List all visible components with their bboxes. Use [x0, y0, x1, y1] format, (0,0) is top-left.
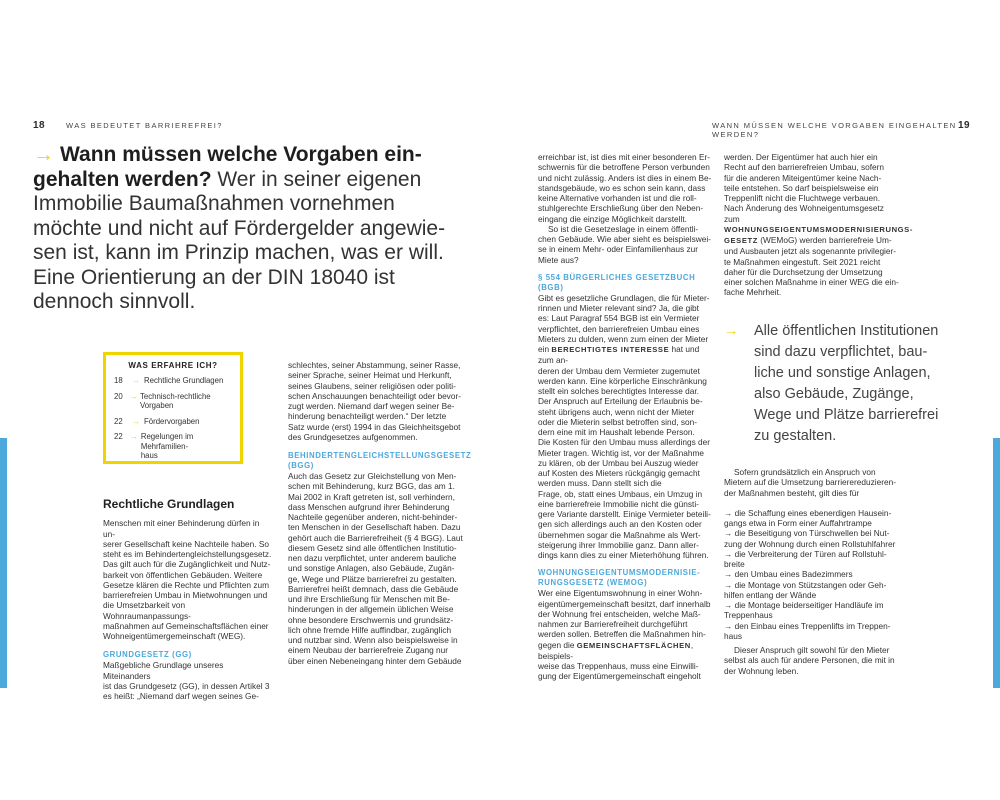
arrow-icon: →	[132, 416, 140, 426]
text-line: ohne besondere Erschwernis und grundsätz-	[288, 614, 454, 625]
text-line: schwernis für die betroffene Person verbunden	[538, 162, 710, 173]
text-line: hinderung benachteiligt werden.“ Der letzte	[288, 411, 447, 422]
text-line: diesem Gesetz sind alle öffentlichen Institutio-	[288, 542, 457, 553]
text-line: der Maßnahmen besteht, gilt dies für	[724, 487, 860, 498]
list-line: zung der Wohnung durch einen Rollstuhlfahrer	[724, 538, 896, 549]
bold-term: WOHNUNGSEIGENTUMSMODERNISIERUNGS-	[724, 224, 913, 234]
text-line: es: Laut Paragraf 554 BGB ist ein Vermieter	[538, 313, 700, 324]
column-1	[103, 499, 273, 701]
intro-text: Wer in seiner eigenen	[211, 167, 422, 191]
text-line: Mietern auf die Umsetzung barrierereduzieren-	[724, 477, 897, 488]
left-running-head: WAS BEDEUTET BARRIEREFREI?	[66, 121, 223, 130]
text-line: übernehmen sogar die Maßnahme als Wert-	[538, 529, 701, 540]
intro-line: Eine Orientierung an der DIN 18040 ist	[33, 265, 395, 289]
left-edge-bar	[0, 438, 7, 688]
text-line: Treppenlift nicht die Fluchtwege verbauen.	[724, 193, 881, 203]
text-line: Das gilt auch für die Zugänglichkeit und Nutz-	[103, 559, 271, 570]
toc-page: 22	[114, 432, 123, 441]
sub-heading: (BGG)	[288, 461, 314, 470]
text-line: Recht auf den barrierefreien Umbau, sofern	[724, 162, 885, 173]
text-line: rinnen und Mieter relevant sind? Ja, die gibt	[538, 303, 699, 313]
text-line: schen Anschauungen benachteiligt oder bevor-	[288, 390, 461, 401]
toc-box	[103, 352, 243, 464]
bold-term: GESETZ	[724, 236, 758, 245]
text-line: und nutzbar sind. Wenn also beispielsweise in	[288, 635, 458, 645]
list-line: → die Beseitigung von Türschwellen bei Nut-	[724, 528, 890, 539]
intro-title-line2: gehalten werden?	[33, 167, 212, 191]
text-line: Miete aus?	[538, 254, 579, 265]
text-line: zugt werden. Niemand darf wegen seiner Be-	[288, 401, 455, 411]
sub-heading: WOHNUNGSEIGENTUMSMODERNISIE-	[538, 568, 701, 578]
intro-title-line1: Wann müssen welche Vorgaben ein-	[60, 143, 422, 166]
text-line: gere Variante darstellt. Einige Vermieter beteili-	[538, 509, 711, 519]
text-line: weise das Treppenhaus, muss eine Einwilli-	[538, 661, 699, 671]
text-line: Auch das Gesetz zur Gleichstellung von Men-	[288, 471, 457, 481]
text-line: GESETZ (WEMoG) werden barrierefreie Um-	[724, 235, 892, 245]
quote-line: liche und sonstige Anlagen,	[754, 365, 931, 381]
text-line: Frage, ob, statt eines Umbaus, ein Umzug in	[538, 488, 703, 499]
text-line: Die Kosten für den Umbau muss allerdings der	[538, 437, 711, 448]
text-line: einer solchen Maßnahme in einer WEG die ein-	[724, 277, 899, 287]
toc-item[interactable]	[114, 432, 232, 461]
text-line: eingang die einzige Möglichkeit darstellt.	[538, 213, 687, 224]
text-line: der Wohnung leben.	[724, 665, 799, 676]
arrow-icon: →	[129, 391, 138, 401]
text-line: und ihre Erschließung für Menschen mit Be-	[288, 594, 450, 604]
text-line: seines Glaubens, seiner religiösen oder politi-	[288, 380, 456, 391]
text-line: Der Anspruch auf Erteilung der Erlaubnis be-	[538, 396, 703, 407]
bold-term: GEMEINSCHAFTSFLÄCHEN	[576, 640, 691, 650]
arrow-icon: →	[132, 376, 140, 385]
right-edge-bar	[993, 438, 1000, 688]
text-line: der Wohnung frei entscheiden, welche Maß-	[538, 608, 701, 619]
text-line: se in einem Mehr- oder Einfamilienhaus zur	[538, 244, 699, 255]
column-4-lower	[724, 467, 904, 676]
text-line: teile entstehen. So darf beispielsweise ein	[724, 182, 879, 193]
text-line: gegen die GEMEINSCHAFTSFLÄCHEN, beispiels-	[538, 639, 694, 661]
arrow-icon: →	[724, 323, 739, 339]
intro-line: Immobilie Baumaßnahmen vornehmen	[33, 192, 395, 215]
text-line: Gesetze klären die Rechte und Pflichten zum	[103, 579, 270, 590]
text-line: Mai 2002 in Kraft getreten ist, soll verhindern,	[288, 491, 455, 502]
text-line: über einen Nebeneingang hinter dem Gebäude	[288, 655, 462, 666]
right-running-head: WANN MÜSSEN WELCHE VORGABEN EINGEHALTEN WERDEN?	[712, 121, 957, 139]
text-line: es heißt: „Niemand darf wegen seines Ge-	[103, 691, 259, 701]
text-line: Maßgebliche Grundlage unseres Miteinanders	[103, 660, 224, 681]
quote-line: Wege und Plätze barrierefrei	[754, 407, 939, 423]
list-line: → die Verbreiterung der Türen auf Rollstuhl-	[724, 548, 887, 559]
text-line: ge, Wege und Plätze barrierefrei zu gestalten.	[288, 573, 457, 584]
list-line: → die Montage von Stützstangen oder Geh-	[724, 579, 887, 590]
text-line: steht übrigens auch, wenn nicht der Mieter	[538, 406, 695, 417]
text-line: Satz wurde (erst) 1994 in das Gleichheitsgebot	[288, 421, 461, 432]
text-line: lich ohne fremde Hilfe auffindbar, zugänglich	[288, 624, 452, 635]
text-line: deren der Umbau dem Vermieter zugemutet	[538, 365, 700, 376]
toc-item[interactable]	[114, 392, 232, 411]
text-line: Wohneigentümergemeinschaft (WEG).	[103, 631, 246, 641]
quote-line: zu gestalten.	[754, 428, 837, 444]
text-line: barrierefreien Umbau in Mietwohnungen und	[103, 590, 268, 600]
text-line: maßnahmen auf Gemeinschaftsflächen einer	[103, 620, 269, 631]
quote-line: Alle öffentlichen Institutionen	[754, 323, 939, 339]
list-line: Treppenhaus	[724, 610, 773, 621]
text-line: Wer eine Eigentumswohnung in einer Wohn-	[538, 588, 703, 599]
text-line: Nachteile gegenüber anderen, nicht-behinder-	[288, 512, 458, 522]
text-line: Nach Änderung des Wohneigentumsgesetz	[724, 203, 884, 214]
pull-quote	[724, 321, 954, 447]
text-line: ein BERECHTIGTES INTERESSE hat und zum an-	[538, 344, 700, 366]
text-line: auf Kosten des Mieters rückgängig gemacht	[538, 468, 700, 478]
list-line: gangs etwa in Form einer Auffahrtrampe	[724, 518, 872, 528]
text-line: für die anderen Miteigentümer keine Nach-	[724, 172, 882, 183]
text-line: werden sollen. Betreffen die Maßnahmen hin-	[538, 629, 706, 640]
intro-line: dennoch sinnvoll.	[33, 290, 196, 313]
text-line: steht es im Behindertengleichstellungsgesetz.	[103, 549, 272, 559]
text-line: stuhlgerechte Erschließung über den Neben-	[538, 203, 704, 214]
text-line: des Grundgesetzes aufgenommen.	[288, 431, 418, 442]
text-line: serer Gesellschaft keine Nachteile haben. So	[103, 538, 270, 549]
toc-page: 22	[114, 416, 123, 426]
text-line: schlechtes, seiner Abstammung, seiner Rasse,	[288, 360, 461, 370]
column-4	[724, 152, 913, 298]
text-line: dings kann dies zu einer Mieterhöhung führen.	[538, 550, 709, 560]
text-line: stellt ein solches berechtigtes Interesse dar.	[538, 386, 699, 396]
text-line: selbst als auch für andere Personen, die mit in	[724, 655, 895, 666]
text-line: daher für die Durchsetzung der Umsetzung	[724, 266, 883, 277]
text-line: zum WOHNUNGSEIGENTUMSMODERNISIERUNGS-	[724, 213, 913, 234]
text-line: ist das Grundgesetz (GG), in dessen Artikel 3	[103, 680, 270, 691]
sub-heading: § 554 BÜRGERLICHES GESETZBUCH (BGB)	[538, 272, 696, 292]
text-line: oder die Mieterin selbst betroffen sind, son-	[538, 416, 697, 427]
toc-label: haus	[140, 451, 158, 460]
quote-line: sind dazu verpflichtet, bau-	[754, 344, 928, 360]
text-line: Mieters zu dulden, wenn zum einen der Mieter	[538, 333, 709, 344]
toc-page: 20	[114, 391, 123, 401]
text-line: Dieser Anspruch gilt sowohl für den Mieter	[734, 645, 890, 655]
text-line: eine barrierefreie Immobilie nicht die günsti-	[538, 498, 699, 509]
bold-term: BERECHTIGTES INTERESSE	[551, 345, 670, 354]
text-line: nen dazu verpflichtet, unter anderem bauliche	[288, 553, 457, 563]
intro-paragraph	[33, 143, 463, 315]
text-line: verpflichtet, den barrierefreien Umbau eines	[538, 323, 700, 334]
text-line: zu klären, ob der Umbau bei Auszug wieder	[538, 457, 699, 468]
text-line: fache Mehrheit.	[724, 287, 782, 298]
toc-item[interactable]	[114, 417, 232, 427]
column-2	[288, 360, 472, 666]
sub-heading: RUNGSGESETZ (WEMOG)	[538, 578, 648, 588]
list-line: → die Montage beiderseitiger Handläufe im	[724, 600, 884, 610]
text-line: So ist die Gesetzeslage in einem öffentli-	[548, 223, 699, 234]
text-line: werden kann. Eine körperliche Einschränkung	[538, 375, 707, 386]
arrow-icon: →	[33, 143, 54, 166]
text-line: Gibt es gesetzliche Grundlagen, die für Mieter-	[538, 292, 710, 303]
text-line: chen Gebäude. Wie aber sieht es beispielswei-	[538, 234, 711, 244]
text-line: barkeit von öffentlichen Gebäuden. Weitere	[103, 569, 263, 580]
text-line: dern eine mit im Haushalt lebende Person.	[538, 427, 695, 437]
section-heading: Rechtliche Grundlagen	[103, 497, 235, 511]
text-line: te Maßnahmen eingestuft. Seit 2021 reicht	[724, 256, 881, 267]
text-line: gehört auch die Barrierefreiheit (§ 4 BGG). Laut	[288, 532, 463, 543]
text-line: erreichbar ist, ist dies mit einer besonderen Er-	[538, 152, 711, 162]
toc-label: Regelungen im Mehrfamilien-	[140, 432, 194, 451]
text-line: seiner Sprache, seiner Heimat und Herkunft,	[288, 370, 452, 381]
text-line: ten Menschen in der Gesellschaft haben. Dazu	[288, 522, 461, 533]
list-line: → die Schaffung eines ebenerdigen Hausein-	[724, 507, 892, 518]
text-line: standsgebäude, wo es schon sein kann, dass	[538, 182, 706, 193]
list-line: hilfen entlang der Wände	[724, 589, 817, 600]
arrow-icon: →	[130, 432, 138, 441]
text-line: eigentümergemeinschaft besitzt, darf innerhalb	[538, 598, 711, 609]
text-line: Barrierefrei heißt demnach, dass die Gebäude	[288, 583, 459, 594]
text-line: gen sich allerdings auch an den Kosten oder	[538, 519, 702, 530]
list-line: → den Umbau eines Badezimmers	[724, 569, 853, 580]
left-page-number: 18	[33, 120, 46, 131]
list-line: haus	[724, 630, 742, 641]
text-line: gung der Eigentümergemeinschaft eingeholt	[538, 671, 701, 682]
list-line: → den Einbau eines Treppenlifts im Treppen-	[724, 620, 891, 631]
text-line: und Ausbauten jetzt als sogenannte privilegier-	[724, 246, 897, 257]
toc-label: Technisch-rechtliche Vorgaben	[139, 391, 211, 410]
toc-label: Rechtliche Grundlagen	[144, 376, 224, 385]
text-line: werden muss. Dann stellt sich die	[538, 478, 662, 489]
text-line: Sofern grundsätzlich ein Anspruch von	[734, 467, 876, 477]
toc-item[interactable]	[114, 376, 232, 386]
intro-line: sen ist, kann im Prinzip machen, was er will.	[33, 241, 444, 264]
text-line: werden. Der Eigentümer hat auch hier ein	[724, 152, 878, 162]
toc-page: 18	[114, 376, 123, 385]
quote-line: also Gebäude, Zugänge,	[754, 386, 914, 402]
intro-line: möchte und nicht auf Fördergelder angewie-	[33, 216, 446, 240]
text-line: und sonstige Anlagen, also Gebäude, Zugän-	[288, 563, 455, 574]
right-page-number: 19	[958, 120, 971, 131]
sub-heading: BEHINDERTENGLEICHSTELLUNGSGESETZ	[288, 451, 472, 460]
toc-title: WAS ERFAHRE ICH?	[128, 361, 218, 370]
text-line: nahmen zur Barrierefreiheit durchgeführt	[538, 619, 688, 629]
text-line: die Umsetzbarkeit von Wohnraumanpassungs-	[103, 600, 191, 621]
text-line: hinderungen in der allgemein üblichen Weise	[288, 604, 454, 615]
text-line: Mieter tragen. Wichtig ist, vor der Maßnahme	[538, 447, 704, 458]
text-line: schen mit Behinderung, kurz BGG, das am 1.	[288, 481, 455, 492]
column-3	[538, 152, 713, 682]
sub-heading: GRUNDGESETZ (GG)	[103, 650, 192, 660]
text-line: einem Neubau der barrierefreie Zugang nur	[288, 645, 449, 656]
text-line: und nicht zulässig. Anders ist dies in einem Be-	[538, 172, 712, 183]
toc-label: Fördervorgaben	[144, 416, 200, 426]
text-line: Menschen mit einer Behinderung dürfen in un-	[103, 518, 260, 539]
list-line: breite	[724, 559, 745, 569]
text-line: steigerung ihrer Immobilie ganz. Dann aller-	[538, 539, 699, 550]
text-line: dass Menschen aufgrund ihrer Behinderung	[288, 501, 450, 512]
text-line: keine Alternative vorhanden ist und die roll-	[538, 193, 697, 203]
